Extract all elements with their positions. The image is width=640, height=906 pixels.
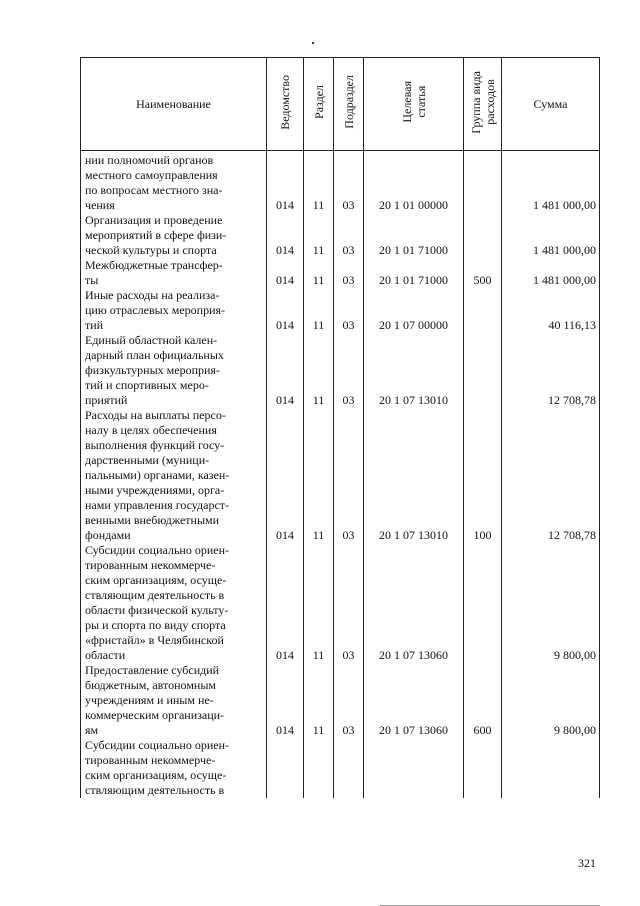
table-row xyxy=(81,738,600,798)
row-group xyxy=(464,213,502,258)
row-sum: 9 800,00 xyxy=(502,543,600,663)
row-name-line: Расходы на выплаты персо- xyxy=(85,408,226,422)
row-dept: 014 xyxy=(267,408,304,543)
row-name xyxy=(81,663,267,738)
row-name-line: области xyxy=(85,648,126,662)
row-sum: 1 481 000,00 xyxy=(502,151,600,214)
row-section xyxy=(304,738,334,798)
row-name-line: нии полномочий органов xyxy=(85,153,214,167)
row-name xyxy=(81,213,267,258)
row-dept: 014 xyxy=(267,288,304,333)
header-dept: Ведомство xyxy=(267,58,304,151)
row-name-line: Иные расходы на реализа- xyxy=(85,288,220,302)
row-name xyxy=(81,288,267,333)
row-name-line: ским организациям, осуще- xyxy=(85,768,227,782)
row-name xyxy=(81,151,267,214)
row-target-code: 20 1 07 13010 xyxy=(364,333,464,408)
page-number: 321 xyxy=(578,856,596,870)
row-section: 11 xyxy=(304,151,334,214)
row-target-code: 20 1 01 00000 xyxy=(364,151,464,214)
row-name-line: пальными) органами, казен- xyxy=(85,468,230,482)
header-target: Целевая статья xyxy=(364,58,464,151)
table-row xyxy=(81,663,600,738)
row-name-line: ствляющим деятельность в xyxy=(85,588,225,602)
header-name: Наименование xyxy=(81,58,267,151)
row-name-line: цию отраслевых мероприя- xyxy=(85,303,226,317)
row-name-line: венными внебюджетными xyxy=(85,513,220,527)
row-sum: 12 708,78 xyxy=(502,408,600,543)
row-dept: 014 xyxy=(267,151,304,214)
row-sum: 1 481 000,00 xyxy=(502,213,600,258)
row-group: 100 xyxy=(464,408,502,543)
row-section: 11 xyxy=(304,408,334,543)
row-name-line: тий и спортивных меро- xyxy=(85,378,209,392)
row-sum: 40 116,13 xyxy=(502,288,600,333)
row-name-line: физкультурных мероприя- xyxy=(85,363,220,377)
row-subsection: 03 xyxy=(334,213,364,258)
table-row xyxy=(81,213,600,258)
row-name-line: области физической культу- xyxy=(85,603,229,617)
row-group xyxy=(464,288,502,333)
header-sum: Сумма xyxy=(502,58,600,151)
row-name-line: Организация и проведение xyxy=(85,213,223,227)
row-name-line: нами управления государст- xyxy=(85,498,230,512)
row-section: 11 xyxy=(304,213,334,258)
row-name-line: учреждениям и иным не- xyxy=(85,693,214,707)
row-name-line: по вопросам местного зна- xyxy=(85,183,223,197)
row-group xyxy=(464,738,502,798)
row-name-line: чения xyxy=(85,198,115,212)
row-name-line: ствляющим деятельность в xyxy=(85,783,225,797)
table-row xyxy=(81,151,600,214)
row-name-line: ским организациям, осуще- xyxy=(85,573,227,587)
row-name xyxy=(81,258,267,288)
row-dept: 014 xyxy=(267,213,304,258)
row-name-line: коммерческим организаци- xyxy=(85,708,225,722)
row-name-line: Субсидии социально ориен- xyxy=(85,738,229,752)
row-target-code: 20 1 07 13060 xyxy=(364,663,464,738)
row-subsection: 03 xyxy=(334,258,364,288)
row-subsection: 03 xyxy=(334,151,364,214)
row-name-line: тий xyxy=(85,318,104,332)
row-group: 500 xyxy=(464,258,502,288)
header-group: Группа вида расходов xyxy=(464,58,502,151)
row-subsection: 03 xyxy=(334,408,364,543)
row-name-line: Предоставление субсидий xyxy=(85,663,220,677)
table-row xyxy=(81,333,600,408)
row-dept: 014 xyxy=(267,258,304,288)
row-sum: 1 481 000,00 xyxy=(502,258,600,288)
row-subsection: 03 xyxy=(334,663,364,738)
row-sum: 9 800,00 xyxy=(502,663,600,738)
table-body xyxy=(81,151,600,799)
row-group xyxy=(464,151,502,214)
row-name-line: ты xyxy=(85,273,99,287)
row-section: 11 xyxy=(304,663,334,738)
row-dept: 014 xyxy=(267,333,304,408)
row-target-code: 20 1 07 13060 xyxy=(364,543,464,663)
row-name-line: тированным некоммерче- xyxy=(85,558,216,572)
row-name-line: фондами xyxy=(85,528,131,542)
row-subsection xyxy=(334,738,364,798)
row-name xyxy=(81,738,267,798)
row-name-line: приятий xyxy=(85,393,128,407)
row-target-code: 20 1 07 00000 xyxy=(364,288,464,333)
row-section: 11 xyxy=(304,333,334,408)
row-name-line: выполнения функций госу- xyxy=(85,438,225,452)
row-name-line: ям xyxy=(85,723,99,737)
table-row xyxy=(81,543,600,663)
table-row xyxy=(81,408,600,543)
row-name-line: налу в целях обеспечения xyxy=(85,423,217,437)
row-target-code xyxy=(364,738,464,798)
header-section: Раздел xyxy=(304,58,334,151)
table-row xyxy=(81,258,600,288)
row-target-code: 20 1 01 71000 xyxy=(364,258,464,288)
table-row xyxy=(81,288,600,333)
row-name-line: Субсидии социально ориен- xyxy=(85,543,229,557)
row-subsection: 03 xyxy=(334,288,364,333)
row-name-line: ческой культуры и спорта xyxy=(85,243,217,257)
row-dept xyxy=(267,738,304,798)
row-name xyxy=(81,543,267,663)
row-name-line: ры и спорта по виду спорта xyxy=(85,618,226,632)
scan-dot xyxy=(312,42,314,44)
row-name-line: тированным некоммерче- xyxy=(85,753,216,767)
row-name-line: ными учреждениями, орга- xyxy=(85,483,225,497)
row-name xyxy=(81,333,267,408)
row-subsection: 03 xyxy=(334,543,364,663)
row-name-line: бюджетным, автономным xyxy=(85,678,216,692)
row-name-line: дарный план официальных xyxy=(85,348,224,362)
row-name-line: местного самоуправления xyxy=(85,168,218,182)
row-group: 600 xyxy=(464,663,502,738)
row-name xyxy=(81,408,267,543)
row-group xyxy=(464,543,502,663)
row-section: 11 xyxy=(304,543,334,663)
row-name-line: Единый областной кален- xyxy=(85,333,218,347)
row-name-line: «фристайл» в Челябинской xyxy=(85,633,224,647)
row-target-code: 20 1 01 71000 xyxy=(364,213,464,258)
row-group xyxy=(464,333,502,408)
row-name-line: дарственными (муници- xyxy=(85,453,210,467)
row-sum: 12 708,78 xyxy=(502,333,600,408)
row-name-line: Межбюджетные трансфер- xyxy=(85,258,223,272)
row-sum xyxy=(502,738,600,798)
row-subsection: 03 xyxy=(334,333,364,408)
budget-table xyxy=(80,57,600,798)
row-section: 11 xyxy=(304,258,334,288)
row-dept: 014 xyxy=(267,543,304,663)
row-section: 11 xyxy=(304,288,334,333)
row-dept: 014 xyxy=(267,663,304,738)
header-subsection: Подраздел xyxy=(334,58,364,151)
row-name-line: мероприятий в сфере физи- xyxy=(85,228,227,242)
row-target-code: 20 1 07 13010 xyxy=(364,408,464,543)
table-header-row xyxy=(81,58,600,151)
